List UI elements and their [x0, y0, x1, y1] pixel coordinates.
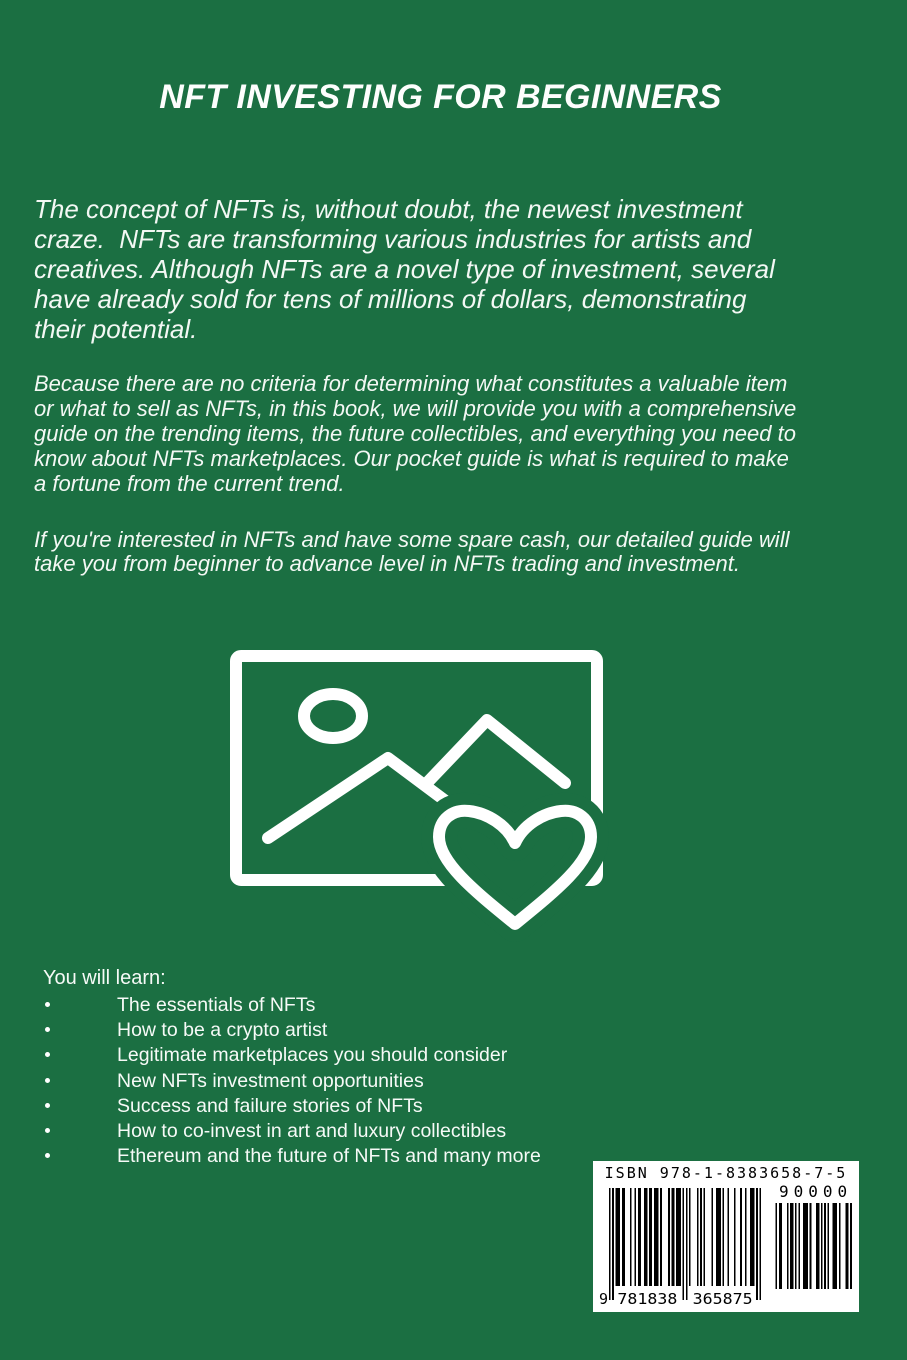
ean5-bars	[774, 1203, 852, 1289]
learn-item-label: New NFTs investment opportunities	[117, 1069, 424, 1092]
picture-with-heart-icon	[225, 645, 615, 945]
sun-icon	[304, 694, 362, 738]
paragraph-line: If you're interested in NFTs and have some spare cash, our detailed guide will	[34, 527, 790, 552]
ean13-digits-left: 781838	[617, 1290, 678, 1306]
paragraph-line: know about NFTs marketplaces. Our pocket guide is what is required to make	[34, 446, 789, 471]
learn-list-item	[0, 1069, 907, 1094]
bullet-dot-icon	[45, 1078, 50, 1083]
learn-item-label: Success and failure stories of NFTs	[117, 1094, 423, 1117]
learn-item-label: How to be a crypto artist	[117, 1019, 328, 1042]
supplement-value: 90000	[779, 1182, 853, 1201]
bullet-dot-icon	[45, 1052, 50, 1057]
paragraph-line: take you from beginner to advance level in NFTs trading and investment.	[34, 551, 741, 576]
learn-list-item	[0, 1094, 907, 1119]
heart-halo	[439, 811, 591, 924]
paragraph-line: guide on the trending items, the future collectibles, and everything you need to	[34, 421, 796, 446]
learn-item-label: The essentials of NFTs	[117, 994, 316, 1016]
paragraph-line: a fortune from the current trend.	[34, 471, 345, 496]
paragraph-line: their potential.	[34, 314, 198, 344]
ean13-bars	[599, 1188, 762, 1306]
learn-section-heading: You will learn:	[43, 967, 166, 989]
intro-paragraph	[34, 194, 775, 344]
learn-item-label: Ethereum and the future of NFTs and many more	[117, 1145, 541, 1168]
learn-list-item	[0, 1018, 907, 1043]
learn-item-label: Legitimate marketplaces you should consider	[117, 1044, 508, 1067]
ean13-barcode	[599, 1188, 762, 1311]
guide-paragraph	[34, 371, 796, 496]
learn-list	[0, 993, 907, 1169]
barcode-supplement	[774, 1182, 852, 1294]
paragraph-line: The concept of NFTs is, without doubt, the newest investment	[34, 194, 743, 224]
isbn-barcode-box	[593, 1161, 859, 1312]
paragraph-line: Because there are no criteria for determining what constitutes a valuable item	[34, 371, 788, 396]
mountain-large-icon	[425, 720, 565, 785]
learn-list-item	[0, 1043, 907, 1068]
ean13-digits-right: 365875	[692, 1290, 753, 1306]
learn-item-label: How to co-invest in art and luxury collectibles	[117, 1119, 507, 1142]
paragraph-line: creatives. Although NFTs are a novel type of investment, several	[34, 254, 775, 284]
book-title: NFT INVESTING FOR BEGINNERS	[159, 78, 722, 116]
paragraph-line: have already sold for tens of millions of dollars, demonstrating	[34, 284, 747, 314]
bullet-dot-icon	[45, 1002, 50, 1007]
paragraph-line: or what to sell as NFTs, in this book, we will provide you with a comprehensive	[34, 396, 797, 421]
bullet-dot-icon	[45, 1128, 50, 1133]
bullet-dot-icon	[45, 1153, 50, 1158]
cta-paragraph	[34, 528, 789, 576]
isbn-number-label: ISBN 978-1-8383658-7-5	[604, 1164, 848, 1182]
bullet-dot-icon	[45, 1027, 50, 1032]
ean13-digit-lead: 9	[599, 1290, 609, 1306]
paragraph-line: craze. NFTs are transforming various industries for artists and	[34, 224, 752, 254]
learn-list-item	[0, 1119, 907, 1144]
learn-list-item	[0, 993, 907, 1018]
bullet-dot-icon	[45, 1103, 50, 1108]
ean5-supplement-barcode	[774, 1203, 852, 1294]
